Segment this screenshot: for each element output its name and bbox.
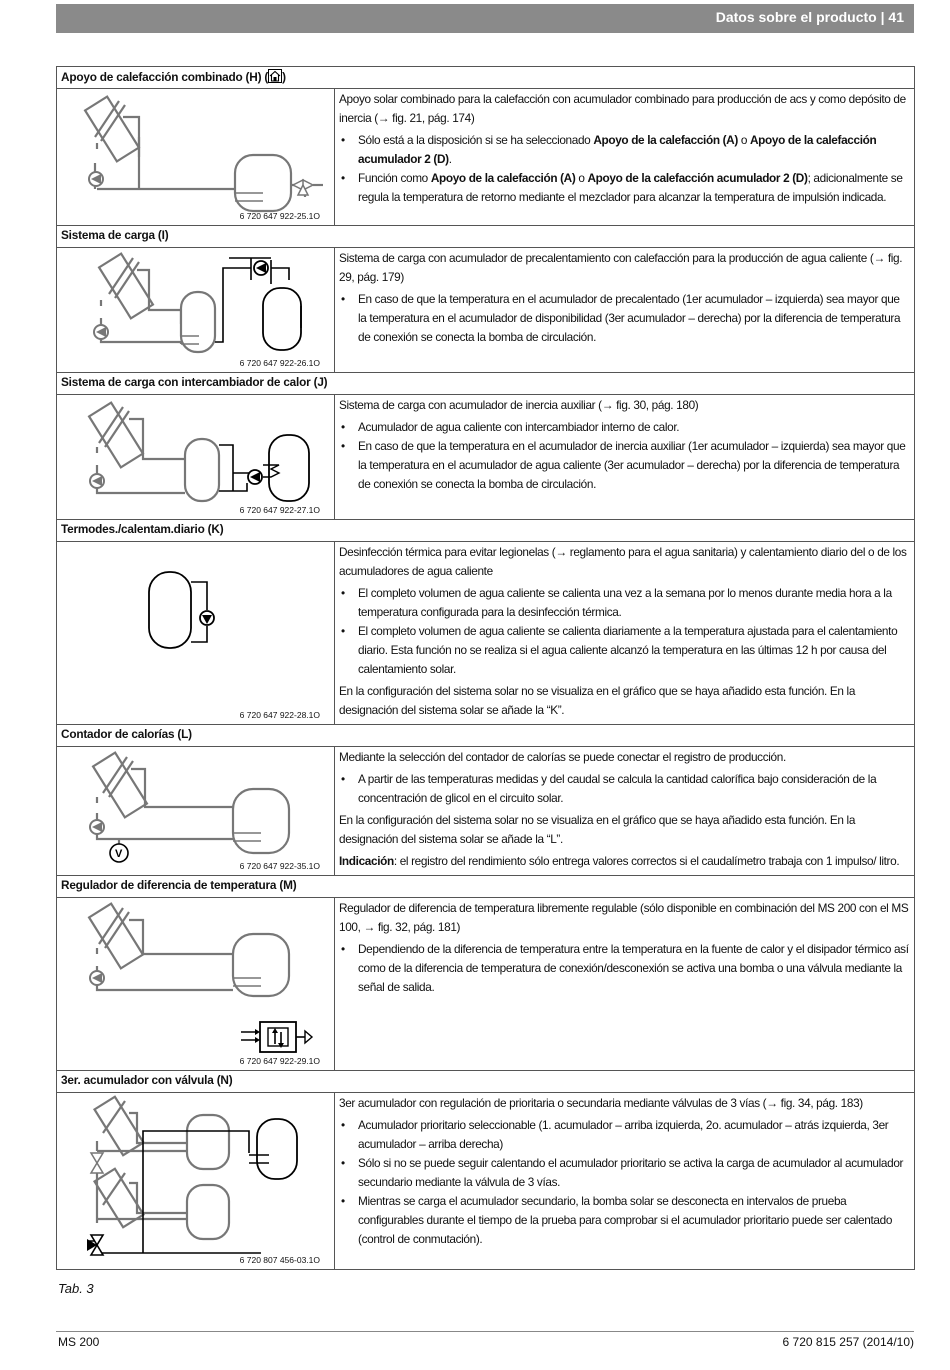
description: En la configuración del sistema solar no se visualiza en el gráfico que se haya añadido esta función. En la designación del sistema solar se añade la “K”. <box>339 684 856 717</box>
figure-code: 6 720 647 922-35.1O <box>239 861 320 871</box>
storage-tank-icon <box>235 155 291 211</box>
pump-icon <box>89 172 103 186</box>
row-j <box>57 395 915 520</box>
bullet: • Sólo si no se puede seguir calentando el acumulador prioritario se activa la carga de acumulador al acumulador secundario mediante la válvula de 3 vías. <box>339 1154 910 1192</box>
description: 3er acumulador con regulación de prioritaria o secundaria mediante válvulas de 3 vías (→ fig. 34, pág. 183) <box>339 1096 863 1110</box>
storage-tank-icon <box>149 572 191 648</box>
row-title: Termodes./calentam.diario (K) <box>57 520 915 542</box>
row-title: Sistema de carga con intercambiador de calor (J) <box>57 373 915 395</box>
system-diagram-m <box>57 898 333 1070</box>
heat-meter-icon <box>110 844 128 862</box>
figure-code: 6 720 647 922-25.1O <box>239 211 320 221</box>
description: Regulador de diferencia de temperatura libremente regulable (sólo disponible en combinación del MS 200 con el MS 100, → fig. 32, pág. 181) <box>339 901 909 934</box>
storage-tank-icon <box>263 435 309 501</box>
system-diagram-l <box>57 747 333 871</box>
bullet: • Mientras se carga el acumulador secundario, la bomba solar se desconecta en intervalos de prueba configurables durante el tiempo de la prueba para comprobar si el acumulador prioritario puede ser calentado (control de conmutación). <box>339 1192 910 1249</box>
bullet: • Acumulador de agua caliente con intercambiador interno de calor. <box>339 418 910 437</box>
storage-tank-icon <box>187 1115 229 1239</box>
row-title: Regulador de diferencia de temperatura (M) <box>57 876 915 898</box>
pump-icon <box>90 474 104 488</box>
bullet: • El completo volumen de agua caliente se calienta diariamente a la temperatura ajustada para el calentamiento diario. Esta función no se realiza si el agua caliente alcanzó la temperatura en las últimas 12 h por causa del calentamiento solar. <box>339 622 910 679</box>
house-heating-icon <box>268 69 282 83</box>
svg-text:V: V <box>115 848 123 860</box>
bullet: • El completo volumen de agua caliente se calienta una vez a la semana por lo menos durante media hora a la temperatura configurada para la desinfección térmica. <box>339 584 910 622</box>
storage-tank-icon <box>181 292 215 352</box>
figure-code: 6 720 647 922-29.1O <box>239 1056 320 1066</box>
figure-code: 6 720 647 922-27.1O <box>239 505 320 515</box>
pump-icon <box>90 971 104 985</box>
row-title-l <box>57 725 915 747</box>
figure-code: 6 720 647 922-28.1O <box>239 710 320 720</box>
mixing-valve-icon <box>91 1153 103 1173</box>
system-diagram-j <box>57 395 333 519</box>
row-title: Contador de calorías (L) <box>57 725 915 747</box>
storage-tank-icon <box>249 1119 297 1179</box>
row-title-j <box>57 373 915 395</box>
bullet: • Sólo está a la disposición si se ha seleccionado Apoyo de la calefacción (A) o Apoyo de la calefacción acumulador 2 (D). <box>339 131 910 169</box>
solar-collector-icon <box>89 904 143 969</box>
row-title: Apoyo de calefacción combinado (H) ( <box>61 70 269 84</box>
solar-collector-icon <box>99 254 153 319</box>
description: Sistema de carga con acumulador de inercia auxiliar (→ fig. 30, pág. 180) <box>339 398 699 412</box>
solar-collector-icon <box>85 97 139 162</box>
figure-code: 6 720 647 922-26.1O <box>239 358 320 368</box>
description: Sistema de carga con acumulador de precalentamiento con calefacción para la producción de agua caliente (→ fig. 29, pág. 179) <box>339 251 903 284</box>
storage-tank-icon <box>233 934 289 996</box>
description: En la configuración del sistema solar no se visualiza en el gráfico que se haya añadido esta función. En la designación del sistema solar se añade la “L”. <box>339 813 856 846</box>
bullet: • En caso de que la temperatura en el acumulador de inercia auxiliar (1er acumulador – izquierda) sea mayor que la temperatura en el acumulador de agua caliente (3er acumulador – derecha) por la diferencia de temperatura de conexión se conecta la bomba de circulación. <box>339 437 910 494</box>
pump-icon <box>94 325 108 339</box>
row-title-k <box>57 520 915 542</box>
solar-collector-icon <box>93 753 147 818</box>
pump-icon <box>248 470 262 484</box>
table-caption: Tab. 3 <box>58 1281 94 1296</box>
description: Indicación: el registro del rendimiento sólo entrega valores correctos si el caudalímetro trabaja con 1 impulso/ litro. <box>339 854 900 868</box>
row-title-i <box>57 226 915 248</box>
row-h <box>57 89 915 226</box>
row-title: 3er. acumulador con válvula (N) <box>57 1071 915 1093</box>
solar-collector-icon <box>89 403 143 468</box>
bullet: • Acumulador prioritario seleccionable (1. acumulador – arriba izquierda, 2o. acumulador – atrás izquierda, 3er acumulador – arriba derecha) <box>339 1116 910 1154</box>
row-i <box>57 248 915 373</box>
footer-model: MS 200 <box>58 1335 100 1349</box>
figure-code: 6 720 807 456-03.1O <box>239 1255 320 1265</box>
storage-tank-icon <box>185 439 219 501</box>
description: Desinfección térmica para evitar legionelas (→ reglamento para el agua sanitaria) y calentamiento diario del o de los acumuladores de agua caliente <box>339 545 907 578</box>
pump-icon <box>254 261 268 275</box>
system-diagram-i <box>57 248 333 372</box>
row-title-m <box>57 876 915 898</box>
mixing-valve-icon <box>293 180 313 195</box>
page-header-title: Datos sobre el producto | 41 <box>715 9 904 25</box>
row-title-n <box>57 1071 915 1093</box>
pump-icon <box>90 820 104 834</box>
bullet: • Función como Apoyo de la calefacción (A) o Apoyo de la calefacción acumulador 2 (D); adicionalmente se regula la temperatura de retorno mediante el mezclador para alcanzar la temperatura de impulsión indicada. <box>339 169 910 207</box>
description: Apoyo solar combinado para la calefacción con acumulador combinado para producción de acs y como depósito de inercia (→ fig. 21, pág. 174) <box>339 92 906 125</box>
footer-divider <box>56 1331 914 1332</box>
description: Mediante la selección del contador de calorías se puede conectar el registro de producción. <box>339 750 786 764</box>
system-diagram-h <box>57 89 333 225</box>
row-m <box>57 898 915 1071</box>
row-k <box>57 542 915 725</box>
product-data-table <box>56 66 915 1270</box>
row-title: Sistema de carga (I) <box>57 226 915 248</box>
row-n <box>57 1093 915 1270</box>
storage-tank-icon <box>263 288 301 350</box>
bullet: • A partir de las temperaturas medidas y del caudal se calcula la cantidad calorífica bajo consideración de la concentración de glicol en el circuito solar. <box>339 770 910 808</box>
bullet: • Dependiendo de la diferencia de temperatura entre la temperatura en la fuente de calor y el disipador térmico así como de la diferencia de temperatura de conexión/desconexión se activa una bomba o una válvula mediante la señal de salida. <box>339 940 910 997</box>
storage-tank-icon <box>233 789 289 853</box>
mixing-valve-icon <box>87 1235 103 1255</box>
row-title-h: Apoyo de calefacción combinado (H) ( ) <box>57 67 915 89</box>
page-header <box>56 4 914 33</box>
row-l <box>57 747 915 876</box>
system-diagram-n <box>57 1093 333 1269</box>
bullet: • En caso de que la temperatura en el acumulador de precalentado (1er acumulador – izquierda) sea mayor que la temperatura en el acumulador de disponibilidad (3er acumulador – derecha) por la diferencia de temperatura de conexión se conecta la bomba de circulación. <box>339 290 910 347</box>
controller-icon <box>241 1022 312 1052</box>
pump-icon <box>200 611 214 625</box>
system-diagram-k <box>57 542 333 718</box>
footer-doc-number: 6 720 815 257 (2014/10) <box>782 1335 914 1349</box>
